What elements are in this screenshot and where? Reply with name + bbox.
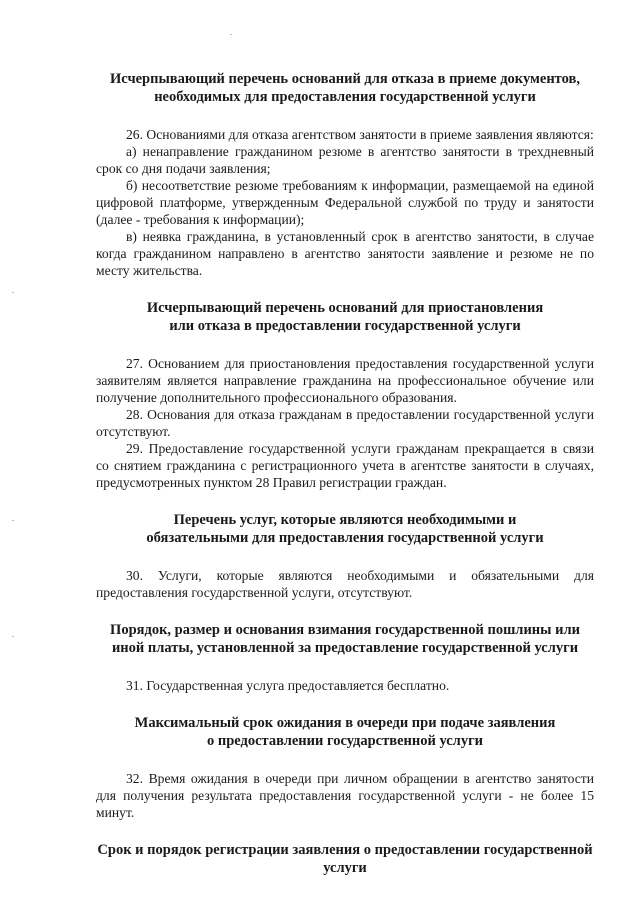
- section-heading: [96, 621, 594, 657]
- heading-line: Срок и порядок регистрации заявления о предоставлении государственной: [97, 842, 593, 858]
- heading-line: Максимальный срок ожидания в очереди при подаче заявления: [134, 715, 556, 731]
- paragraph: 28. Основания для отказа гражданам в предоставлении государственной услуги отсутствуют.: [96, 407, 594, 439]
- heading-line: необходимых для предоставления государственной услуги: [154, 89, 536, 105]
- heading-line: Исчерпывающий перечень оснований для приостановления: [146, 300, 544, 316]
- scan-speck: [230, 34, 232, 35]
- heading-line: о предоставлении государственной услуги: [206, 733, 484, 749]
- paragraph: 32. Время ожидания в очереди при личном обращении в агентство занятости для получения результата предоставления государственной услуги - не более 15 минут.: [96, 771, 594, 820]
- heading-line: Перечень услуг, которые являются необходимыми и: [173, 512, 517, 528]
- section-heading: [96, 511, 594, 547]
- paragraph: 29. Предоставление государственной услуги гражданам прекращается в связи со снятием гражданина с регистрационного учета в агентстве занятости в случаях, предусмотренных пунктом 28 Правил регистрации граждан.: [96, 441, 594, 490]
- paragraph: 30. Услуги, которые являются необходимыми и обязательными для предоставления государственной услуги, отсутствуют.: [96, 568, 594, 600]
- heading-line: Исчерпывающий перечень оснований для отказа в приеме документов,: [110, 71, 580, 87]
- heading-line: или отказа в предоставлении государственной услуги: [169, 318, 521, 334]
- scan-speck: [12, 520, 14, 521]
- section-heading: [96, 714, 594, 750]
- scan-speck: [12, 292, 14, 293]
- section-heading: [96, 299, 594, 335]
- section-heading: [96, 841, 594, 877]
- heading-line: Порядок, размер и основания взимания государственной пошлины или: [110, 622, 580, 638]
- heading-line: обязательными для предоставления государственной услуги: [146, 530, 544, 546]
- heading-line: иной платы, установленной за предоставление государственной услуги: [111, 640, 579, 656]
- paragraph: 31. Государственная услуга предоставляется бесплатно.: [126, 678, 450, 693]
- heading-line: услуги: [323, 860, 367, 876]
- document-body: [96, 70, 594, 877]
- scan-speck: [12, 636, 14, 637]
- section-heading: [96, 70, 594, 106]
- paragraph: 26. Основаниями для отказа агентством занятости в приеме заявления являются:: [126, 127, 594, 142]
- paragraph: а) ненаправление гражданином резюме в агентство занятости в трехдневный срок со дня подачи заявления;: [96, 144, 594, 176]
- paragraph: в) неявка гражданина, в установленный срок в агентство занятости, в случае когда гражданином направлено в агентство занятости заявление и резюме не по месту жительства.: [96, 229, 594, 278]
- paragraph: б) несоответствие резюме требованиям к информации, размещаемой на единой цифровой платформе, утвержденным Федеральной службой по труду и занятости (далее - требования к информации);: [96, 178, 594, 227]
- paragraph: 27. Основанием для приостановления предоставления государственной услуги заявителям является направление гражданина на профессиональное обучение или получение дополнительного профессионального образования.: [96, 356, 594, 405]
